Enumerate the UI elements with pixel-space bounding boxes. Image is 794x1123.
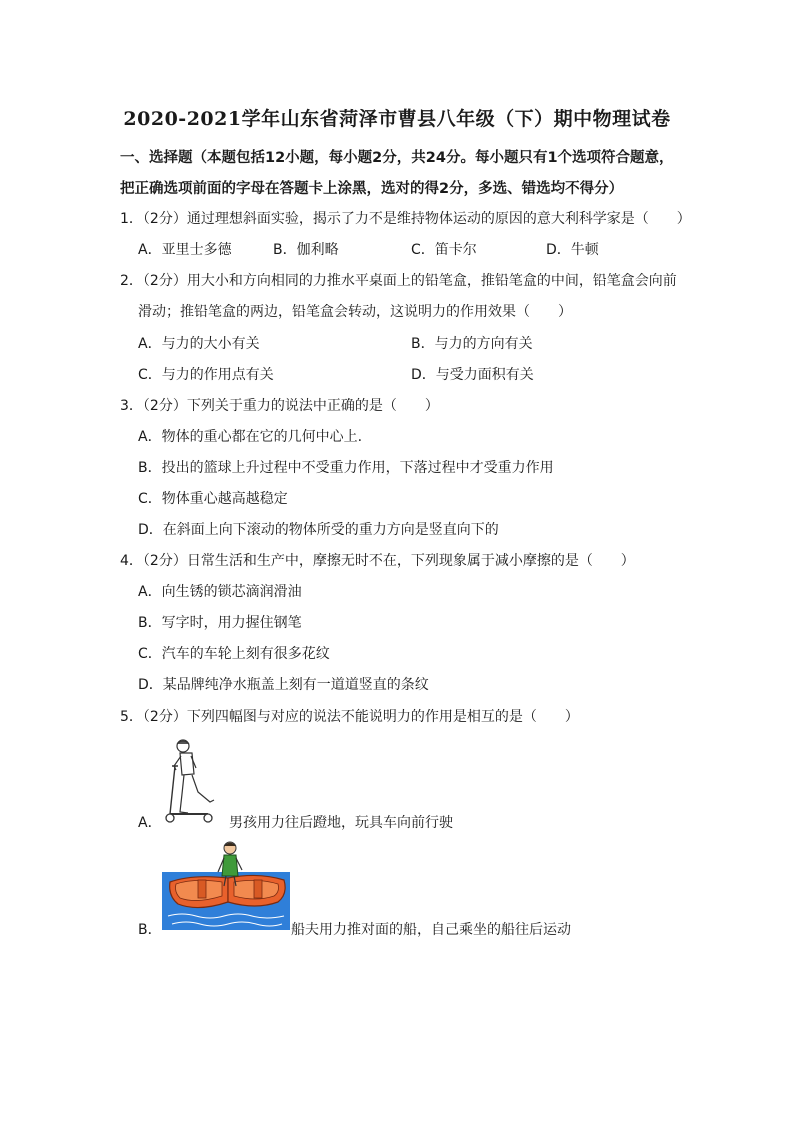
question-2-option-d: D．与受力面积有关 — [411, 367, 534, 383]
question-3-option-d: D．在斜面上向下滚动的物体所受的重力方向是竖直向下的 — [138, 522, 499, 538]
question-1-option-c: C．笛卡尔 — [411, 242, 477, 258]
question-2-option-c: C．与力的作用点有关 — [138, 367, 274, 383]
question-1-option-b: B．伽利略 — [273, 242, 339, 258]
question-5-option-b-text: 船夫用力推对面的船，自己乘坐的船往后运动 — [291, 922, 571, 938]
question-5-option-b-letter: B． — [138, 922, 162, 938]
question-5-option-a-letter: A． — [138, 815, 162, 831]
question-4-option-c: C．汽车的车轮上刻有很多花纹 — [138, 646, 330, 662]
section-heading-line-1: 一、选择题（本题包括12小题，每小题2分，共24分。每小题只有1个选项符合题意， — [120, 150, 674, 166]
question-4-option-b: B．写字时，用力握住钢笔 — [138, 615, 302, 631]
question-1-option-d: D．牛顿 — [546, 242, 599, 258]
page-title: 2020-2021学年山东省菏泽市曹县八年级（下）期中物理试卷 — [123, 108, 671, 130]
boy-scooter-figure — [158, 738, 226, 826]
question-3-stem: 3．（2分）下列关于重力的说法中正确的是（ ） — [120, 398, 439, 414]
section-heading-line-2: 把正确选项前面的字母在答题卡上涂黑，选对的得2分，多选、错选均不得分） — [120, 181, 624, 197]
question-2-stem-line-2: 滑动；推铅笔盒的两边，铅笔盒会转动，这说明力的作用效果（ ） — [138, 304, 572, 320]
question-2-stem-line-1: 2．（2分）用大小和方向相同的力推水平桌面上的铅笔盒，推铅笔盒的中间，铅笔盒会向前 — [120, 273, 677, 289]
question-2-option-b: B．与力的方向有关 — [411, 336, 533, 352]
question-4-option-a: A．向生锈的锁芯滴润滑油 — [138, 584, 302, 600]
question-3-option-a: A．物体的重心都在它的几何中心上. — [138, 429, 363, 445]
question-4-stem: 4．（2分）日常生活和生产中，摩擦无时不在，下列现象属于减小摩擦的是（ ） — [120, 553, 635, 569]
question-1-option-a: A．亚里士多德 — [138, 242, 232, 258]
question-3-option-c: C．物体重心越高越稳定 — [138, 491, 288, 507]
question-5-stem: 5．（2分）下列四幅图与对应的说法不能说明力的作用是相互的是（ ） — [120, 709, 579, 725]
question-5-option-a-text: 男孩用力往后蹬地，玩具车向前行驶 — [229, 815, 453, 831]
question-1-stem: 1．（2分）通过理想斜面实验，揭示了力不是维持物体运动的原因的意大利科学家是（ ） — [120, 211, 691, 227]
question-3-option-b: B．投出的篮球上升过程中不受重力作用，下落过程中才受重力作用 — [138, 460, 554, 476]
boats-pushing-figure — [162, 838, 290, 930]
question-2-option-a: A．与力的大小有关 — [138, 336, 260, 352]
question-4-option-d: D．某品牌纯净水瓶盖上刻有一道道竖直的条纹 — [138, 677, 429, 693]
